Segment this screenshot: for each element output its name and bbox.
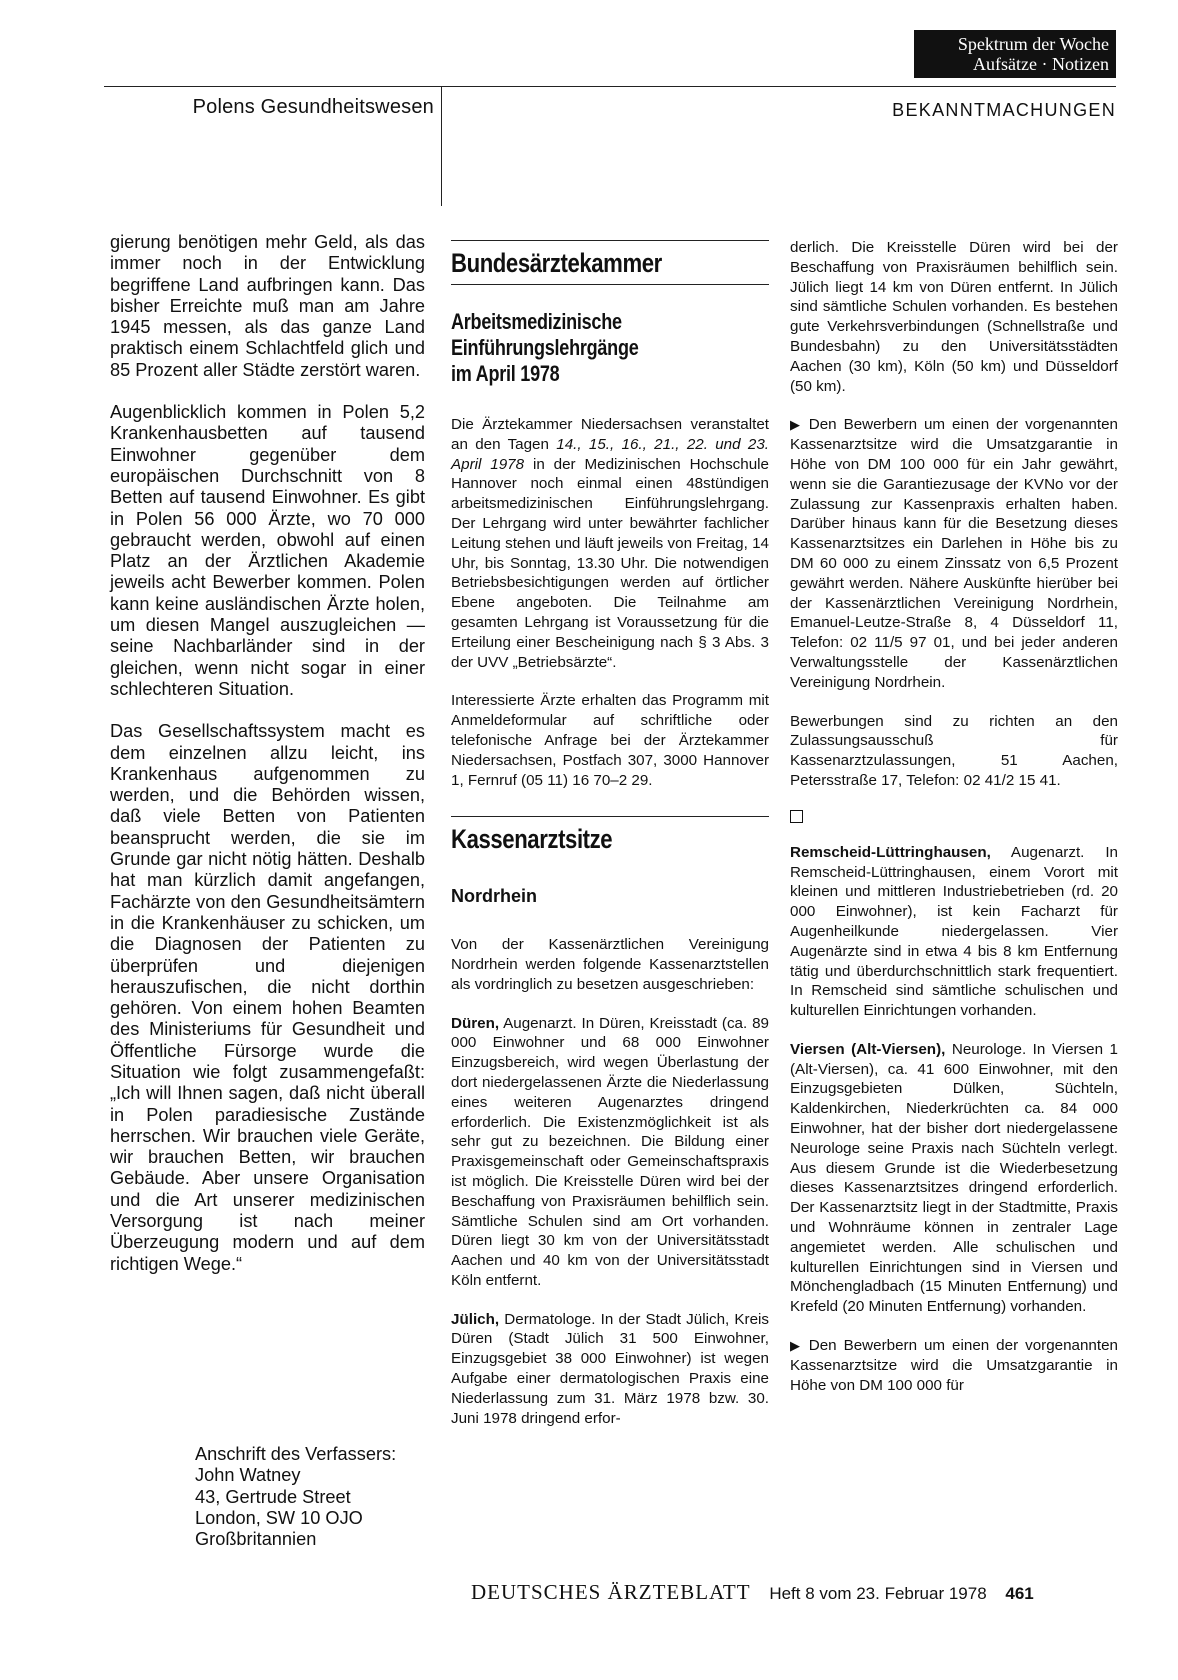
listing-place: Jülich, [451, 1310, 500, 1328]
announcements-column-1 [451, 240, 769, 1447]
listing-place: Remscheid-Lüttringhausen, [790, 843, 991, 861]
section-rule [451, 816, 769, 817]
section-rule [451, 240, 769, 241]
article-column [110, 232, 425, 1296]
badge-line-2: Aufsätze · Notizen [973, 54, 1109, 74]
arrow-right-icon: ▶ [790, 417, 803, 433]
listing-remscheid [790, 843, 1118, 1021]
announcement-paragraph: Interessierte Ärzte erhalten das Programm mit Anmeldeformular auf schriftliche oder telefonische Anfrage bei der Ärztekammer Niedersachsen, Postfach 307, 3000 Hannover 1, Fernruf (05 11) 16 70–2 29. [451, 692, 769, 789]
text-run: Den Bewerbern um einen der vorgenannten Kassenarztsitze wird die Umsatzgarantie in Höhe von DM 100 000 für ein Jahr gewährt, wenn sie die Garantiezusage der KVNo vor der Zulassung zur Kassenpraxis erhalten haben. Darüber hinaus kann für die Besetzung dieses Kassenarztsitzes ein Darlehen in Höhe bis zu DM 60 000 zu einem Zinssatz von 6,5 Prozent gewährt werden. Nähere Auskünfte hierüber bei der Kassenärztlichen Vereinigung Nordrhein, Emanuel-Leutze-Straße 8, 4 Düsseldorf 11, Telefon: 02 11/5 97 01, und bei jeder anderen Verwaltungsstelle der Kassenärztlichen Vereinigung Nordrhein. [790, 416, 1118, 691]
listing-text: Neurologe. In Viersen 1 (Alt-Viersen), ca. 41 600 Einwohner, mit den Einzugsgebieten Dülken, Süchteln, Kaldenkirchen, Niederkrüchten ca. 84 000 Einwohner, hat der bisher dort niedergelassene Neurologe seine Praxis nach Süchteln verlegt. Aus diesem Grunde ist die Wiederbesetzung dieses Kassenarztsitzes dringend erforderlich. Der Kassenarztsitz liegt in der Stadtmitte, Praxis und Wohnräume können in zentraler Lage angemietet werden. Alle schulischen und kulturellen Einrichtungen sind in Viersen und Mönchengladbach (15 Minuten Entfernung) und Krefeld (20 Minuten Entfernung) vorhanden. [790, 1040, 1119, 1316]
square-bullet-icon [790, 810, 803, 823]
announcement-paragraph: Von der Kassenärztlichen Vereinigung Nordrhein werden folgende Kassenarztstellen als vordringlich zu besetzen ausgeschrieben: [451, 936, 769, 993]
listing-dueren [451, 1014, 769, 1291]
address-country: Großbritannien [195, 1529, 317, 1550]
page-footer [471, 1580, 1034, 1605]
header-divider [441, 86, 442, 206]
section-title-bundesaerztekammer: Bundesärztekammer [451, 248, 662, 278]
listing-text: Augenarzt. In Remscheid-Lüttringhausen, einem Vorort mit kleinen und mittleren Industriebetrieben (rd. 20 000 Einwohner), ist kein Facharzt für Augenheilkunde niedergelassen. Vier Augenärzte sind in etwa 4 bis 8 km Entfernung tätig und überdurchschnittlich stark frequentiert. In Remscheid sind sämtliche schulischen und kulturellen Einrichtungen vorhanden. [790, 843, 1118, 1020]
listing-text: Dermatologe. In der Stadt Jülich, Kreis Düren (Stadt Jülich 31 500 Einwohner, Einzugsgebiet 38 000 Einwohner) ist wegen Aufgabe einer dermatologischen Praxis eine Niederlassung zum 31. März 1978 bzw. 30. Juni 1978 dringend erfor- [451, 1310, 769, 1427]
page-number: 461 [1005, 1584, 1034, 1603]
announcement-paragraph [790, 415, 1118, 692]
announcement-paragraph: derlich. Die Kreisstelle Düren wird bei der Beschaffung von Praxisräumen behilflich sein. Jülich liegt 14 km von Düren entfernt. In Jülich sind sämtliche Schulen vorhanden. Es bestehen gute Verkehrsverbindungen (Schnellstraße und Bundesbahn) zu den Universitätsstädten Aachen (30 km), Köln (50 km) und Düsseldorf (50 km). [790, 239, 1118, 395]
running-head-right: BEKANNTMACHUNGEN [892, 100, 1116, 120]
address-city: London, SW 10 OJO [195, 1507, 363, 1528]
region-heading: Nordrhein [451, 886, 538, 907]
journal-name: DEUTSCHES ÄRZTEBLATT [471, 1580, 751, 1604]
listing-place: Düren, [451, 1014, 500, 1032]
issue-info: Heft 8 vom 23. Februar 1978 [769, 1584, 987, 1603]
text-run: Den Bewerbern um einen der vorgenannten Kassenarztsitze wird die Umsatzgarantie in Höhe von DM 100 000 für [790, 1337, 1118, 1394]
article-paragraph: Augenblicklich kommen in Polen 5,2 Krankenhausbetten auf tausend Einwohner gegenüber dem europäischen Durchschnitt von 8 Betten auf tausend Einwohner. Es gibt in Polen 56 000 Ärzte, wo 70 000 gebraucht werden, obwohl auf einen Platz an der Ärztlichen Akademie jeweils acht Bewerber kommen. Polen kann keine ausländischen Ärzte holen, um diesen Mangel auszugleichen — seine Nachbarländer sind in der gleichen, wenn nicht sogar in einer schlechteren Situation. [110, 402, 425, 699]
announcement-paragraph [451, 415, 769, 672]
listing-place: Viersen (Alt-Viersen), [790, 1040, 946, 1058]
author-address [195, 1444, 396, 1550]
article-paragraph: Das Gesellschaftssystem macht es dem einzelnen allzu leicht, ins Krankenhaus aufgenommen zu werden, und die Behörden wissen, daß viele Betten von Patienten beansprucht werden, die sie im Grunde gar nicht nötig hätten. Deshalb hat man kürzlich damit angefangen, Fachärzte von den Gesundheitsämtern in die Krankenhäuser zu schicken, um die Diagnosen der Patienten zu überprüfen und diejenigen herauszufischen, die nicht dorthin gehören. Von einem hohen Beamten des Ministeriums für Gesundheit und Öffentliche Fürsorge wurde die Situation wie folgt zusammengefaßt: „Ich will Ihnen sagen, daß nicht überall in Polen paradiesische Zustände herrschen. Wir brauchen viele Geräte, wir brauchen Betten, wir brauchen Gebäude. Aber unsere Organisation und die Art unserer medizinischen Versorgung ist nach meiner Überzeugung modern und auf dem richtigen Wege.“ [110, 721, 425, 1274]
badge-line-1: Spektrum der Woche [957, 34, 1109, 54]
author-name: John Watney [195, 1465, 301, 1486]
announcement-title: Arbeitsmedizinische Einführungslehrgänge im April 1978 [451, 309, 639, 386]
address-street: 43, Gertrude Street [195, 1486, 351, 1507]
announcements-column-2 [790, 238, 1118, 1414]
section-title-kassenarztsitze: Kassenarztsitze [451, 824, 613, 855]
section-badge [914, 30, 1116, 78]
listing-text: Augenarzt. In Düren, Kreisstadt (ca. 89 000 Einwohner und 68 000 Einwohner Einzugsbereich, wird wegen Überlastung der dort niedergelassenen Ärzte die Niederlassung eines weiteren Augenarztes dringend erforderlich. Die Existenzmöglichkeit ist als sehr gut zu bezeichnen. Die Bildung einer Praxisgemeinschaft oder Gemeinschaftspraxis ist möglich. Die Kreisstelle Düren wird bei der Beschaffung von Praxisräumen behilflich sein. Sämtliche Schulen sind am Ort vorhanden. Düren liegt 30 km von der Universitätsstadt Aachen und 40 km von der Universitätsstadt Köln entfernt. [451, 1014, 769, 1289]
listing-juelich [451, 1310, 769, 1429]
course-dates: 14., 15., 16., 21., 22. und 23. April 1978 [451, 435, 769, 473]
arrow-right-icon: ▶ [790, 1338, 803, 1354]
header-rule [104, 86, 1116, 87]
running-head-left: Polens Gesundheitswesen [192, 96, 434, 118]
text-run: in der Medizinischen Hochschule Hannover noch einmal einen 48stündigen arbeitsmedizinischen Einführungslehrgang. Der Lehrgang wird unter bewährter fachlicher Leitung stehen und läuft jeweils von Freitag, 14 Uhr, bis Sonntag, 13.30 Uhr. Die notwendigen Betriebsbesichtigungen werden auf örtlicher Ebene angeboten. Die Teilnahme am gesamten Lehrgang ist Voraussetzung für die Erteilung einer Bescheinigung nach § 3 Abs. 3 der UVV „Betriebsärzte“. [451, 455, 769, 671]
text-run: Die Ärztekammer Niedersachsen veranstaltet an den Tagen [451, 416, 769, 453]
listing-viersen [790, 1040, 1118, 1317]
announcement-paragraph [790, 1336, 1118, 1395]
section-rule [451, 284, 769, 285]
announcement-paragraph: Bewerbungen sind zu richten an den Zulassungsausschuß für Kassenarztzulassungen, 51 Aachen, Petersstraße 17, Telefon: 02 41/2 15 41. [790, 712, 1118, 789]
article-paragraph: gierung benötigen mehr Geld, als das immer noch in der Entwicklung begriffene Land aufbringen kann. Das bisher Erreichte muß man am Jahre 1945 messen, als das ganze Land praktisch einem Schlachtfeld glich und 85 Prozent aller Städte zerstört waren. [110, 232, 425, 380]
address-label: Anschrift des Verfassers: [195, 1444, 397, 1464]
